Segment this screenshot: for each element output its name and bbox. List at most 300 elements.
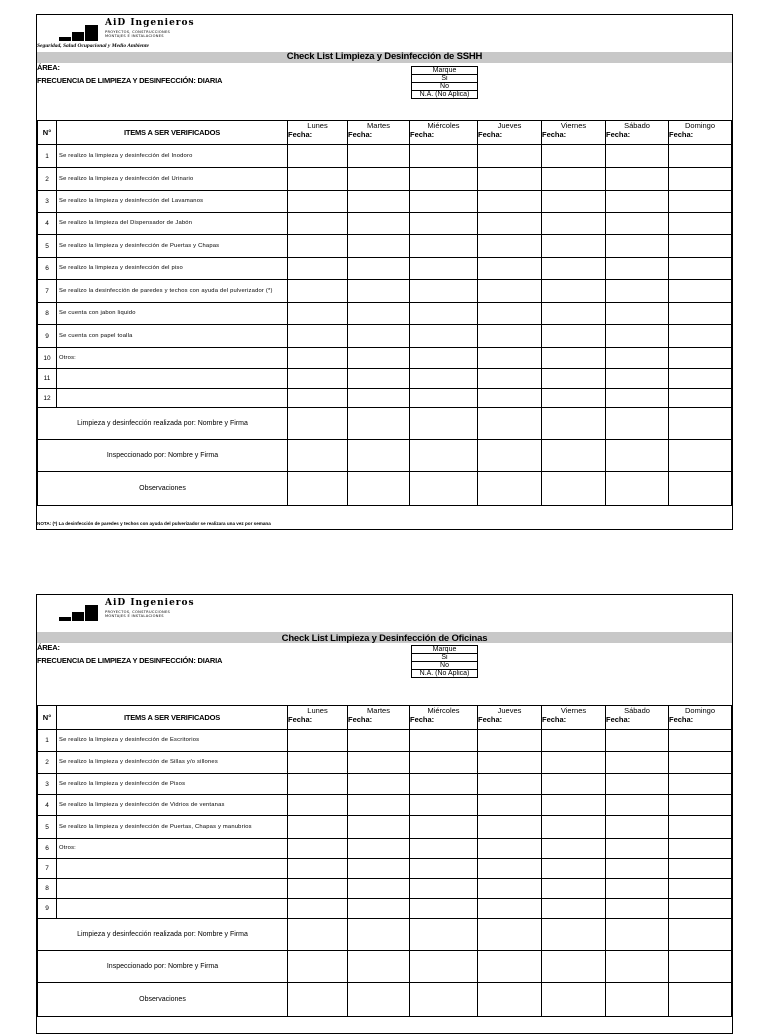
signature-cell[interactable] bbox=[606, 472, 669, 506]
check-cell[interactable] bbox=[478, 389, 542, 408]
check-cell[interactable] bbox=[348, 213, 410, 235]
item-description: Se realizo la limpieza y desinfección de Puertas, Chapas y manubrios bbox=[57, 816, 288, 839]
check-cell[interactable] bbox=[410, 816, 478, 839]
check-cell[interactable] bbox=[410, 879, 478, 899]
marque-header: Marque bbox=[412, 67, 478, 75]
logo-bars-icon bbox=[59, 17, 105, 43]
check-cell[interactable] bbox=[288, 839, 348, 859]
item-number: 2 bbox=[38, 168, 57, 191]
table-row bbox=[38, 168, 732, 191]
check-cell[interactable] bbox=[542, 258, 606, 280]
signature-cell[interactable] bbox=[348, 919, 410, 951]
col-header-number: N° bbox=[38, 121, 57, 145]
check-cell[interactable] bbox=[410, 899, 478, 919]
checklist-oficinas bbox=[36, 594, 733, 1034]
check-cell[interactable] bbox=[288, 879, 348, 899]
check-cell[interactable] bbox=[542, 839, 606, 859]
check-cell[interactable] bbox=[542, 389, 606, 408]
check-cell[interactable] bbox=[606, 145, 669, 168]
item-description bbox=[57, 899, 288, 919]
sheet-title: Check List Limpieza y Desinfección de Oficinas bbox=[281, 633, 488, 644]
item-number: 4 bbox=[38, 795, 57, 816]
frequency-label: FRECUENCIA DE LIMPIEZA Y DESINFECCIÓN: DIARIA bbox=[37, 76, 223, 85]
check-cell[interactable] bbox=[542, 168, 606, 191]
signature-cell[interactable] bbox=[288, 408, 348, 440]
day-header: Martes bbox=[348, 706, 410, 716]
signature-cell[interactable] bbox=[669, 440, 732, 472]
check-cell[interactable] bbox=[478, 258, 542, 280]
check-cell[interactable] bbox=[669, 795, 732, 816]
signature-cell[interactable] bbox=[410, 408, 478, 440]
item-description: Otros: bbox=[57, 839, 288, 859]
check-cell[interactable] bbox=[542, 752, 606, 774]
check-cell[interactable] bbox=[288, 303, 348, 325]
check-cell[interactable] bbox=[542, 859, 606, 879]
day-header: Miércoles bbox=[410, 706, 478, 716]
check-cell[interactable] bbox=[288, 280, 348, 303]
check-cell[interactable] bbox=[542, 730, 606, 752]
table-row bbox=[38, 774, 732, 795]
item-description: Se realizo la limpieza y desinfección de Escritorios bbox=[57, 730, 288, 752]
check-cell[interactable] bbox=[606, 899, 669, 919]
check-cell[interactable] bbox=[669, 213, 732, 235]
item-number: 5 bbox=[38, 816, 57, 839]
date-field[interactable]: Fecha: bbox=[669, 715, 732, 730]
check-cell[interactable] bbox=[288, 191, 348, 213]
check-cell[interactable] bbox=[606, 389, 669, 408]
check-cell[interactable] bbox=[606, 168, 669, 191]
check-cell[interactable] bbox=[606, 774, 669, 795]
check-cell[interactable] bbox=[478, 839, 542, 859]
item-number: 10 bbox=[38, 348, 57, 369]
check-cell[interactable] bbox=[410, 213, 478, 235]
item-number: 8 bbox=[38, 303, 57, 325]
signature-cell[interactable] bbox=[410, 951, 478, 983]
check-cell[interactable] bbox=[410, 280, 478, 303]
check-cell[interactable] bbox=[669, 280, 732, 303]
item-number: 6 bbox=[38, 258, 57, 280]
table-row bbox=[38, 280, 732, 303]
item-number: 7 bbox=[38, 280, 57, 303]
check-cell[interactable] bbox=[606, 325, 669, 348]
check-cell[interactable] bbox=[410, 258, 478, 280]
check-cell[interactable] bbox=[348, 752, 410, 774]
date-field[interactable]: Fecha: bbox=[542, 130, 606, 145]
check-cell[interactable] bbox=[669, 369, 732, 389]
check-cell[interactable] bbox=[542, 795, 606, 816]
inspected-by-label: Inspeccionado por: Nombre y Firma bbox=[38, 951, 288, 983]
check-cell[interactable] bbox=[410, 730, 478, 752]
check-cell[interactable] bbox=[542, 879, 606, 899]
signature-cell[interactable] bbox=[348, 951, 410, 983]
check-cell[interactable] bbox=[478, 752, 542, 774]
signature-row bbox=[38, 983, 732, 1017]
signature-cell[interactable] bbox=[288, 440, 348, 472]
company-logo bbox=[59, 597, 199, 623]
item-description bbox=[57, 859, 288, 879]
check-cell[interactable] bbox=[478, 879, 542, 899]
date-field[interactable]: Fecha: bbox=[410, 130, 478, 145]
date-field[interactable]: Fecha: bbox=[478, 130, 542, 145]
check-cell[interactable] bbox=[288, 859, 348, 879]
signature-cell[interactable] bbox=[288, 472, 348, 506]
check-cell[interactable] bbox=[348, 389, 410, 408]
check-cell[interactable] bbox=[348, 168, 410, 191]
col-header-items: ITEMS A SER VERIFICADOS bbox=[57, 121, 288, 145]
item-description: Se realizo la limpieza y desinfección de Vidrios de ventanas bbox=[57, 795, 288, 816]
check-cell[interactable] bbox=[606, 795, 669, 816]
check-cell[interactable] bbox=[410, 752, 478, 774]
check-cell[interactable] bbox=[288, 816, 348, 839]
check-cell[interactable] bbox=[669, 191, 732, 213]
item-number: 1 bbox=[38, 730, 57, 752]
table-row bbox=[38, 258, 732, 280]
signature-cell[interactable] bbox=[542, 919, 606, 951]
check-cell[interactable] bbox=[542, 303, 606, 325]
company-tagline: Seguridad, Salud Ocupacional y Medio Ambiente bbox=[37, 43, 149, 49]
marque-header: Marque bbox=[412, 646, 478, 654]
check-cell[interactable] bbox=[348, 303, 410, 325]
check-cell[interactable] bbox=[348, 795, 410, 816]
signature-cell[interactable] bbox=[288, 919, 348, 951]
item-description: Se realizo la desinfección de paredes y techos con ayuda del pulverizador (*) bbox=[57, 280, 288, 303]
day-header: Martes bbox=[348, 121, 410, 131]
day-header: Domingo bbox=[669, 121, 732, 131]
check-cell[interactable] bbox=[410, 369, 478, 389]
signature-cell[interactable] bbox=[669, 472, 732, 506]
table-row bbox=[38, 145, 732, 168]
col-header-items: ITEMS A SER VERIFICADOS bbox=[57, 706, 288, 730]
day-header: Lunes bbox=[288, 121, 348, 131]
check-cell[interactable] bbox=[478, 303, 542, 325]
check-cell[interactable] bbox=[478, 730, 542, 752]
check-cell[interactable] bbox=[410, 348, 478, 369]
item-description: Se realizo la limpieza y desinfección del Inodoro bbox=[57, 145, 288, 168]
check-cell[interactable] bbox=[348, 235, 410, 258]
date-field[interactable]: Fecha: bbox=[288, 715, 348, 730]
check-cell[interactable] bbox=[348, 348, 410, 369]
check-cell[interactable] bbox=[478, 168, 542, 191]
signature-cell[interactable] bbox=[478, 951, 542, 983]
frequency-label: FRECUENCIA DE LIMPIEZA Y DESINFECCIÓN: DIARIA bbox=[37, 656, 223, 665]
check-cell[interactable] bbox=[478, 899, 542, 919]
item-number: 6 bbox=[38, 839, 57, 859]
item-number: 5 bbox=[38, 235, 57, 258]
item-number: 9 bbox=[38, 325, 57, 348]
check-cell[interactable] bbox=[348, 899, 410, 919]
check-cell[interactable] bbox=[288, 795, 348, 816]
check-cell[interactable] bbox=[669, 235, 732, 258]
signature-cell[interactable] bbox=[478, 472, 542, 506]
day-header: Lunes bbox=[288, 706, 348, 716]
signature-cell[interactable] bbox=[669, 983, 732, 1017]
marque-legend bbox=[411, 645, 478, 678]
check-cell[interactable] bbox=[288, 774, 348, 795]
check-cell[interactable] bbox=[478, 191, 542, 213]
check-cell[interactable] bbox=[669, 258, 732, 280]
date-field[interactable]: Fecha: bbox=[478, 715, 542, 730]
check-cell[interactable] bbox=[348, 369, 410, 389]
item-number: 11 bbox=[38, 369, 57, 389]
marque-si: Si bbox=[412, 654, 478, 662]
check-cell[interactable] bbox=[606, 235, 669, 258]
item-number: 8 bbox=[38, 879, 57, 899]
item-description: Se realizo la limpieza del Dispensador de Jabón bbox=[57, 213, 288, 235]
table-row bbox=[38, 369, 732, 389]
table-row bbox=[38, 235, 732, 258]
check-cell[interactable] bbox=[348, 730, 410, 752]
company-line-1: PROYECTOS, CONSTRUCCIONES bbox=[105, 610, 171, 614]
check-cell[interactable] bbox=[669, 899, 732, 919]
check-cell[interactable] bbox=[606, 191, 669, 213]
table-row bbox=[38, 730, 732, 752]
check-cell[interactable] bbox=[348, 325, 410, 348]
day-header: Miércoles bbox=[410, 121, 478, 131]
check-cell[interactable] bbox=[348, 258, 410, 280]
checklist-sshh bbox=[36, 14, 733, 530]
date-field[interactable]: Fecha: bbox=[606, 715, 669, 730]
check-cell[interactable] bbox=[478, 280, 542, 303]
date-field[interactable]: Fecha: bbox=[606, 130, 669, 145]
check-cell[interactable] bbox=[542, 191, 606, 213]
signature-cell[interactable] bbox=[669, 919, 732, 951]
check-cell[interactable] bbox=[606, 752, 669, 774]
check-cell[interactable] bbox=[288, 213, 348, 235]
check-cell[interactable] bbox=[606, 280, 669, 303]
check-cell[interactable] bbox=[348, 859, 410, 879]
table-row bbox=[38, 752, 732, 774]
check-cell[interactable] bbox=[542, 816, 606, 839]
date-field[interactable]: Fecha: bbox=[669, 130, 732, 145]
signature-row bbox=[38, 951, 732, 983]
signature-row bbox=[38, 472, 732, 506]
date-field[interactable]: Fecha: bbox=[348, 715, 410, 730]
check-cell[interactable] bbox=[410, 795, 478, 816]
table-row bbox=[38, 839, 732, 859]
marque-na: N.A. (No Aplica) bbox=[412, 91, 478, 99]
check-cell[interactable] bbox=[410, 168, 478, 191]
item-number: 7 bbox=[38, 859, 57, 879]
company-line-1: PROYECTOS, CONSTRUCCIONES bbox=[105, 30, 171, 34]
check-cell[interactable] bbox=[669, 816, 732, 839]
check-cell[interactable] bbox=[669, 303, 732, 325]
check-cell[interactable] bbox=[606, 730, 669, 752]
signature-cell[interactable] bbox=[410, 983, 478, 1017]
table-row bbox=[38, 191, 732, 213]
signature-cell[interactable] bbox=[606, 951, 669, 983]
check-cell[interactable] bbox=[669, 730, 732, 752]
date-field[interactable]: Fecha: bbox=[348, 130, 410, 145]
check-cell[interactable] bbox=[542, 369, 606, 389]
signature-cell[interactable] bbox=[348, 983, 410, 1017]
check-cell[interactable] bbox=[542, 213, 606, 235]
check-cell[interactable] bbox=[669, 879, 732, 899]
signature-cell[interactable] bbox=[606, 983, 669, 1017]
check-cell[interactable] bbox=[410, 235, 478, 258]
cleaned-by-label: Limpieza y desinfección realizada por: Nombre y Firma bbox=[38, 408, 288, 440]
check-cell[interactable] bbox=[410, 303, 478, 325]
signature-cell[interactable] bbox=[669, 408, 732, 440]
table-row bbox=[38, 325, 732, 348]
signature-cell[interactable] bbox=[288, 951, 348, 983]
check-cell[interactable] bbox=[478, 369, 542, 389]
check-cell[interactable] bbox=[542, 325, 606, 348]
date-field[interactable]: Fecha: bbox=[410, 715, 478, 730]
check-cell[interactable] bbox=[348, 191, 410, 213]
check-cell[interactable] bbox=[606, 348, 669, 369]
check-cell[interactable] bbox=[669, 168, 732, 191]
check-cell[interactable] bbox=[606, 258, 669, 280]
check-cell[interactable] bbox=[478, 213, 542, 235]
check-cell[interactable] bbox=[606, 303, 669, 325]
check-cell[interactable] bbox=[288, 168, 348, 191]
signature-cell[interactable] bbox=[542, 951, 606, 983]
check-cell[interactable] bbox=[410, 389, 478, 408]
date-field[interactable]: Fecha: bbox=[288, 130, 348, 145]
signature-cell[interactable] bbox=[478, 919, 542, 951]
item-description: Se realizo la limpieza y desinfección de Pisos bbox=[57, 774, 288, 795]
signature-row bbox=[38, 440, 732, 472]
check-cell[interactable] bbox=[348, 280, 410, 303]
check-cell[interactable] bbox=[478, 816, 542, 839]
check-cell[interactable] bbox=[542, 899, 606, 919]
table-row bbox=[38, 389, 732, 408]
check-cell[interactable] bbox=[348, 145, 410, 168]
check-cell[interactable] bbox=[669, 752, 732, 774]
check-cell[interactable] bbox=[669, 389, 732, 408]
signature-row bbox=[38, 408, 732, 440]
check-cell[interactable] bbox=[478, 859, 542, 879]
signature-cell[interactable] bbox=[348, 472, 410, 506]
check-cell[interactable] bbox=[348, 774, 410, 795]
check-cell[interactable] bbox=[606, 369, 669, 389]
item-description bbox=[57, 369, 288, 389]
check-cell[interactable] bbox=[478, 145, 542, 168]
signature-cell[interactable] bbox=[410, 440, 478, 472]
company-logo bbox=[59, 17, 199, 43]
signature-cell[interactable] bbox=[542, 983, 606, 1017]
observations-label: Observaciones bbox=[38, 472, 288, 506]
check-cell[interactable] bbox=[288, 752, 348, 774]
company-line-2: MONTAJES E INSTALACIONES bbox=[105, 34, 164, 38]
check-cell[interactable] bbox=[410, 145, 478, 168]
table-row bbox=[38, 816, 732, 839]
table-row bbox=[38, 859, 732, 879]
signature-cell[interactable] bbox=[542, 440, 606, 472]
check-cell[interactable] bbox=[542, 235, 606, 258]
check-cell[interactable] bbox=[478, 325, 542, 348]
item-number: 3 bbox=[38, 191, 57, 213]
signature-cell[interactable] bbox=[348, 408, 410, 440]
check-cell[interactable] bbox=[288, 899, 348, 919]
item-description: Otros: bbox=[57, 348, 288, 369]
check-cell[interactable] bbox=[478, 795, 542, 816]
check-cell[interactable] bbox=[669, 348, 732, 369]
item-description: Se realizo la limpieza y desinfección de Sillas y/o sillones bbox=[57, 752, 288, 774]
signature-cell[interactable] bbox=[669, 951, 732, 983]
sheet-title: Check List Limpieza y Desinfección de SSHH bbox=[286, 51, 483, 62]
check-cell[interactable] bbox=[288, 145, 348, 168]
item-number: 9 bbox=[38, 899, 57, 919]
check-cell[interactable] bbox=[348, 879, 410, 899]
check-cell[interactable] bbox=[478, 774, 542, 795]
day-header: Jueves bbox=[478, 706, 542, 716]
check-cell[interactable] bbox=[669, 859, 732, 879]
area-label: ÁREA: bbox=[37, 63, 60, 72]
signature-cell[interactable] bbox=[606, 919, 669, 951]
check-cell[interactable] bbox=[542, 348, 606, 369]
check-cell[interactable] bbox=[606, 859, 669, 879]
check-cell[interactable] bbox=[288, 325, 348, 348]
check-cell[interactable] bbox=[288, 730, 348, 752]
item-description: Se cuenta con papel toalla bbox=[57, 325, 288, 348]
check-cell[interactable] bbox=[410, 859, 478, 879]
check-cell[interactable] bbox=[606, 839, 669, 859]
check-cell[interactable] bbox=[288, 389, 348, 408]
signature-cell[interactable] bbox=[606, 408, 669, 440]
check-cell[interactable] bbox=[606, 816, 669, 839]
check-cell[interactable] bbox=[606, 879, 669, 899]
check-cell[interactable] bbox=[410, 325, 478, 348]
check-cell[interactable] bbox=[288, 258, 348, 280]
check-cell[interactable] bbox=[410, 839, 478, 859]
checklist-table bbox=[37, 705, 732, 1017]
date-field[interactable]: Fecha: bbox=[542, 715, 606, 730]
signature-cell[interactable] bbox=[478, 408, 542, 440]
item-number: 12 bbox=[38, 389, 57, 408]
signature-cell[interactable] bbox=[542, 408, 606, 440]
check-cell[interactable] bbox=[348, 839, 410, 859]
check-cell[interactable] bbox=[669, 325, 732, 348]
check-cell[interactable] bbox=[542, 774, 606, 795]
area-label: ÁREA: bbox=[37, 643, 60, 652]
check-cell[interactable] bbox=[478, 235, 542, 258]
check-cell[interactable] bbox=[288, 348, 348, 369]
inspected-by-label: Inspeccionado por: Nombre y Firma bbox=[38, 440, 288, 472]
signature-cell[interactable] bbox=[606, 440, 669, 472]
table-row bbox=[38, 899, 732, 919]
footnote: NOTA: (*) La desinfección de paredes y techos con ayuda del pulverizador se realizara una vez por semana bbox=[37, 521, 271, 526]
check-cell[interactable] bbox=[348, 816, 410, 839]
signature-cell[interactable] bbox=[348, 440, 410, 472]
check-cell[interactable] bbox=[410, 191, 478, 213]
day-header: Viernes bbox=[542, 706, 606, 716]
check-cell[interactable] bbox=[410, 774, 478, 795]
check-cell[interactable] bbox=[669, 774, 732, 795]
signature-cell[interactable] bbox=[288, 983, 348, 1017]
company-name: AiD Ingenieros bbox=[105, 18, 195, 28]
signature-cell[interactable] bbox=[478, 440, 542, 472]
check-cell[interactable] bbox=[288, 369, 348, 389]
company-line-2: MONTAJES E INSTALACIONES bbox=[105, 614, 164, 618]
item-description: Se realizo la limpieza y desinfección del piso bbox=[57, 258, 288, 280]
check-cell[interactable] bbox=[669, 839, 732, 859]
check-cell[interactable] bbox=[606, 213, 669, 235]
check-cell[interactable] bbox=[478, 348, 542, 369]
check-cell[interactable] bbox=[542, 145, 606, 168]
logo-bars-icon bbox=[59, 597, 105, 623]
signature-cell[interactable] bbox=[410, 919, 478, 951]
day-header: Sábado bbox=[606, 706, 669, 716]
check-cell[interactable] bbox=[542, 280, 606, 303]
signature-cell[interactable] bbox=[542, 472, 606, 506]
marque-legend bbox=[411, 66, 478, 99]
check-cell[interactable] bbox=[288, 235, 348, 258]
item-description: Se realizo la limpieza y desinfección del Urinario bbox=[57, 168, 288, 191]
check-cell[interactable] bbox=[669, 145, 732, 168]
signature-cell[interactable] bbox=[410, 472, 478, 506]
signature-cell[interactable] bbox=[478, 983, 542, 1017]
